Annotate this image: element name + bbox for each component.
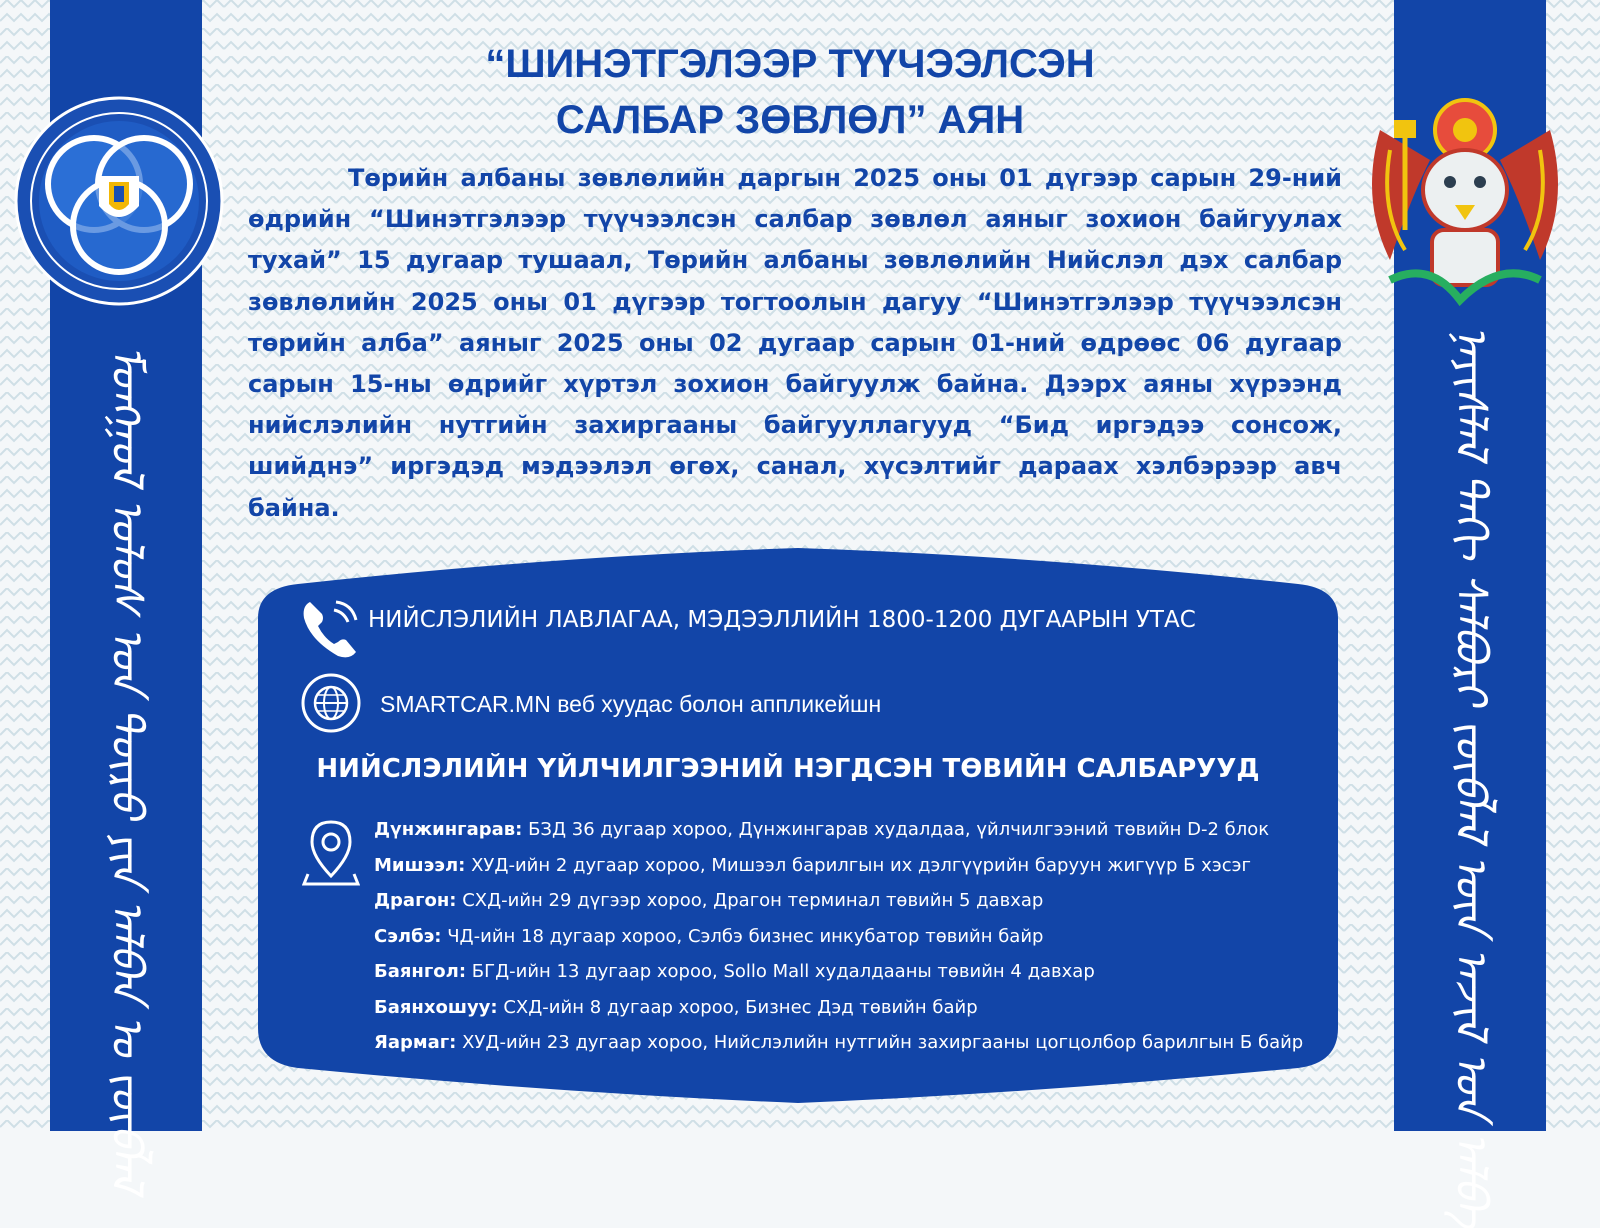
- phone-icon: [298, 596, 364, 662]
- list-item: Дүнжингарав: БЗД 36 дугаар хороо, Дүнжингарав худалдаа, үйлчилгээний төвийн D-2 блок: [374, 819, 1270, 840]
- mongolian-script-right: ᠨᠡᠶᠢᠰᠯᠡᠯ ᠳᠡᠬᠢ ᠰᠠᠯᠪᠤᠷᠢ ᠵᠥᠪᠯᠡᠯ ᠦᠨ ᠠᠵᠢᠯ ᠤᠨ ᠠᠯᠪᠠ: [1445, 325, 1496, 1228]
- intro-paragraph: Төрийн албаны зөвлөлийн даргын 2025 оны 01 дүгээр сарын 29-ний өдрийн “Шинэтгэлээр түүчээлсэн салбар зөвлөл аяныг зохион байгуулах тухай” 15 дугаар тушаал, Төрийн албаны зөвлөлийн Нийслэл дэх салбар зөвлөлийн 2025 оны 01 дүгээр тогтоолын дагуу “Шинэтгэлээр түүчээлсэн төрийн алба” аяныг 2025 оны 02 дугаар сарын 01-ний өдрөөс 06 дугаар сарын 15-ны өдрийг хүртэл зохион байгуулж байна. Дээрх аяны хүрээнд нийслэлийн нутгийн захиргааны байгууллагууд “Бид иргэдээ сонсож, шийднэ” иргэдэд мэдээлэл өгөх, санал, хүсэлтийг дараах хэлбэрээр авч байна.: [248, 164, 1342, 522]
- list-item: Мишээл: ХУД-ийн 2 дугаар хороо, Мишээл барилгын их дэлгүүрийн баруун жигүүр Б хэсэг: [374, 854, 1251, 876]
- page-title: [240, 36, 1340, 148]
- phone-info-text: НИЙСЛЭЛИЙН ЛАВЛАГАА, МЭДЭЭЛЛИЙН 1800-1200 ДУГААРЫН УТАС: [368, 607, 1196, 633]
- location-pin-icon: [302, 818, 360, 888]
- list-item: Баянгол: БГД-ийн 13 дугаар хороо, Sollo Mall худалдааны төвийн 4 давхар: [374, 961, 1095, 982]
- list-item: Сэлбэ: ЧД-ийн 18 дугаар хороо, Сэлбэ бизнес инкубатор төвийн байр: [374, 925, 1044, 947]
- list-item: Баянхошуу: СХД-ийн 8 дугаар хороо, Бизнес Дэд төвийн байр: [374, 996, 978, 1018]
- government-service-council-emblem-icon: [14, 96, 224, 306]
- garuda-emblem-icon: [1360, 90, 1570, 320]
- mongolian-script-left: ᠮᠣᠩᠭᠤᠯ ᠤᠯᠤᠰ ᠤᠨ ᠲᠥᠷᠥ ᠶᠢᠨ ᠠᠯᠪᠠᠨ ᠤ ᠵᠥᠪᠯᠡᠯ: [101, 345, 152, 1192]
- title-line-1: “ШИНЭТГЭЛЭЭР ТҮҮЧЭЭЛСЭН: [485, 42, 1095, 86]
- branches-list: [374, 812, 1303, 1061]
- website-info-text: SMARTCAR.MN веб хуудас болон аппликейшн: [380, 691, 882, 717]
- list-item: Драгон: СХД-ийн 29 дүгээр хороо, Драгон терминал төвийн 5 давхар: [374, 890, 1044, 911]
- list-item: Яармаг: ХУД-ийн 23 дугаар хороо, Нийслэлийн нутгийн захиргааны цогцолбор барилгын Б байр: [374, 1032, 1304, 1053]
- title-line-2: САЛБАР ЗӨВЛӨЛ” АЯН: [555, 98, 1025, 142]
- globe-icon: [300, 672, 362, 734]
- branches-heading: НИЙСЛЭЛИЙН ҮЙЛЧИЛГЭЭНИЙ НЭГДСЭН ТӨВИЙН САЛБАРУУД: [316, 754, 1260, 784]
